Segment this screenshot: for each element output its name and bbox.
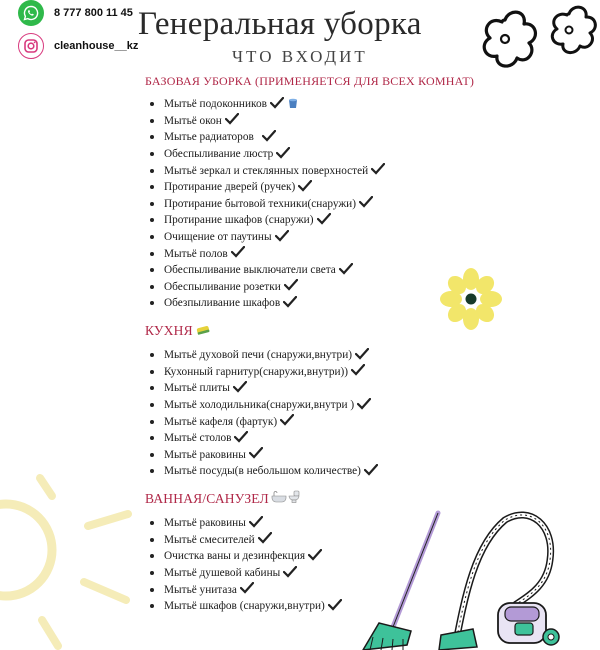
checkmark-icon [284, 279, 298, 294]
list-item: Протирание дверей (ручек) [150, 179, 385, 196]
list-item: Мытьё раковины [150, 447, 378, 464]
checkmark-icon [359, 196, 373, 211]
checkmark-icon [283, 296, 297, 311]
list-item: Очистка ваны и дезинфекция [150, 548, 342, 565]
list-item: Обеспыливание люстр [150, 146, 385, 163]
list-item: Обезпыливание шкафов [150, 295, 385, 312]
list-item: Мытьё зеркал и стеклянных поверхностей [150, 162, 385, 179]
checkmark-icon [233, 381, 247, 396]
list-item: Обеспыливание розетки [150, 279, 385, 296]
checkmark-icon [339, 263, 353, 278]
checkmark-icon [357, 398, 371, 413]
checkmark-icon [270, 97, 284, 112]
checkmark-icon [275, 230, 289, 245]
section-title-basic: БАЗОВАЯ УБОРКА (ПРИМЕНЯЕТСЯ ДЛЯ ВСЕХ КОМНАТ) [145, 74, 475, 88]
list-item: Мытьё шкафов (снаружи,внутри) [150, 598, 342, 615]
list-item: Мытьё смесителей [150, 532, 342, 549]
sun-icon [0, 470, 150, 650]
list-item: Мытьё холодильника(снаружи,внутри ) [150, 397, 378, 414]
checkmark-icon [308, 549, 322, 564]
checkmark-icon [351, 364, 365, 379]
whatsapp-icon [18, 0, 44, 26]
page-title: Генеральная уборка [138, 6, 422, 42]
list-item: Мытьё полов [150, 245, 385, 262]
flower-outline-icon [470, 8, 540, 70]
checkmark-icon [355, 348, 369, 363]
list-item: Мытьё унитаза [150, 581, 342, 598]
sponge-icon [196, 323, 210, 339]
phone-contact[interactable] [18, 0, 133, 26]
checkmark-icon [364, 464, 378, 479]
checkmark-icon [280, 414, 294, 429]
list-item: Мытьё духовой печи (снаружи,внутри) [150, 347, 378, 364]
checkmark-icon [298, 180, 312, 195]
bucket-icon [287, 97, 299, 112]
list-bathroom [150, 515, 342, 615]
checkmark-icon [317, 213, 331, 228]
list-item: Очищение от паутины [150, 229, 385, 246]
list-kitchen [150, 347, 378, 480]
yellow-flower-icon [440, 268, 502, 330]
checkmark-icon [249, 447, 263, 462]
checkmark-icon [276, 147, 290, 162]
checkmark-icon [225, 113, 239, 128]
list-item: Мытьё кафеля (фартук) [150, 413, 378, 430]
list-basic [150, 96, 385, 312]
checkmark-icon [371, 163, 385, 178]
list-item: Мытьё окон [150, 113, 385, 130]
list-item: Мытьё столов [150, 430, 378, 447]
toilet-icon [288, 490, 300, 507]
checkmark-icon [283, 566, 297, 581]
checkmark-icon [240, 582, 254, 597]
checkmark-icon [328, 599, 342, 614]
list-item: Мытьё раковины [150, 515, 342, 532]
instagram-contact[interactable] [18, 33, 138, 59]
list-item: Протирание бытовой техники(снаружи) [150, 196, 385, 213]
cleaning-tools-illustration [355, 505, 600, 650]
list-item: Кухонный гарнитур(снаружи,внутри)) [150, 364, 378, 381]
flower-outline-icon [540, 4, 598, 58]
checkmark-icon [234, 431, 248, 446]
page-subtitle: ЧТО ВХОДИТ [232, 47, 368, 66]
bathtub-icon [271, 491, 287, 507]
list-item: Обеспыливание выключатели света [150, 262, 385, 279]
list-item: Мытьё плиты [150, 380, 378, 397]
list-item: Протирание шкафов (снаружи) [150, 212, 385, 229]
section-title-bathroom: ВАННАЯ/САНУЗЕЛ [145, 490, 300, 507]
list-item: Мытье радиаторов [150, 129, 385, 146]
list-item: Мытьё душевой кабины [150, 565, 342, 582]
checkmark-icon [262, 130, 276, 145]
checkmark-icon [249, 516, 263, 531]
instagram-icon [18, 33, 44, 59]
section-title-kitchen: КУХНЯ [145, 323, 210, 339]
phone-number: 8 777 800 11 45 [54, 7, 133, 19]
list-item: Мытьё посуды(в небольшом количестве) [150, 463, 378, 480]
checkmark-icon [258, 532, 272, 547]
list-item: Мытьё подоконников [150, 96, 385, 113]
instagram-handle: cleanhouse__kz [54, 40, 139, 52]
checkmark-icon [231, 246, 245, 261]
